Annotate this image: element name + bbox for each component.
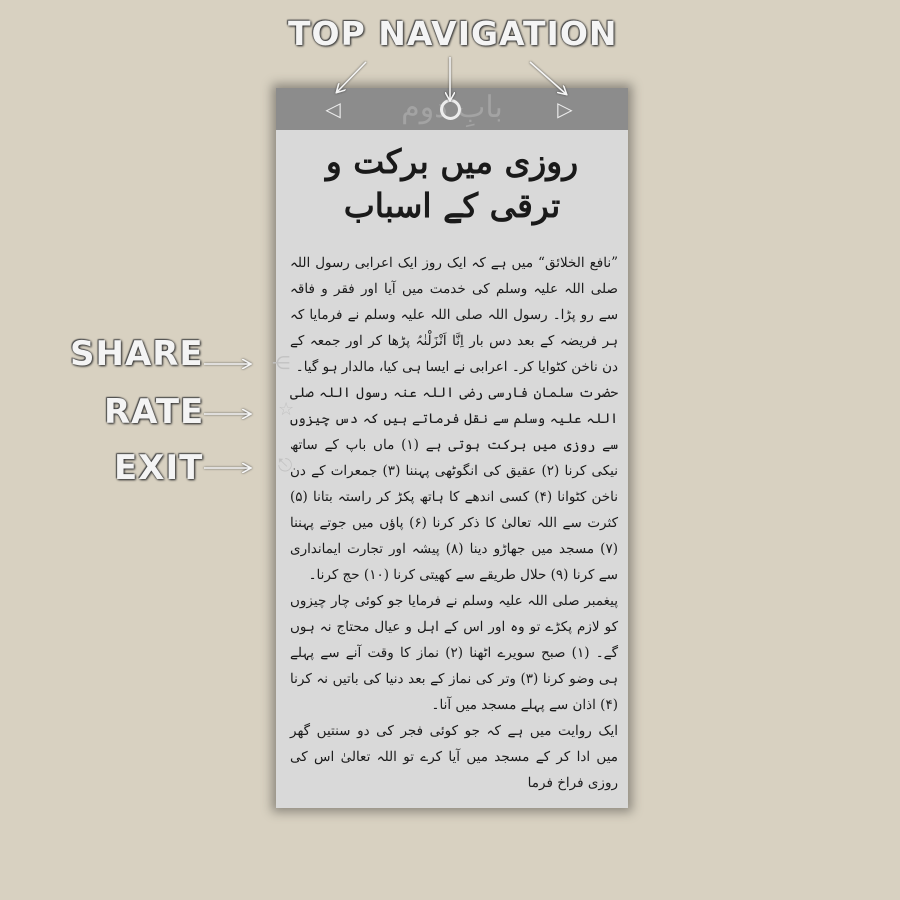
arrow-to-previous [337,62,366,92]
paragraph: حضرت سلمان فارسی رضی اللہ عنہ رسول اللہ صلی اللہ علیہ وسلم سے نقل فرماتے ہیں کہ دس چیزوں سے روزی میں برکت ہوتی ہے (۱) ماں باپ کے ساتھ نیکی کرنا (۲) عقیق کی انگوٹھی پہننا (۳) جمعرات کے دن ناخن کٹوانا (۴) کسی اندھے کا ہاتھ پکڑ کر راستہ بتانا (۵) کثرت سے اللہ تعالیٰ کا ذکر کرنا (۶) پاؤں میں جوتے پہننا (۷) مسجد میں جھاڑو دینا (۸) پیشہ اور تجارت ایمانداری سے کرنا (۹) حلال طریقے سے کھیتی کرنا (۱۰) حج کرنا۔ [290,385,619,583]
exit-callout: EXIT [114,448,204,488]
rate-callout: RATE [104,392,205,432]
page-title: روزی میں برکت و ترقی کے اسباب [325,142,579,225]
chapter-label: بابِ دوم [401,90,503,125]
triangle-left-icon: ◁ [325,97,341,121]
paragraph: ”نافع الخلائق“ میں ہے کہ ایک روز ایک اعرابی رسول اللہ صلی اللہ علیہ وسلم کی خدمت میں آیا اور فقر و فاقہ سے رو پڑا۔ رسول اللہ صلی اللہ علیہ وسلم نے فرمایا کہ ہر فریضہ کے بعد دس بار اِنَّا اَنْزَلْنٰہُ پڑھا کر اور جمعہ کے دن ناخن کٹوایا کر۔ اعرابی نے ایسا ہی کیا، مالدار ہو گیا۔ [290,255,618,375]
arrow-to-next [530,62,566,94]
share-callout: SHARE [70,334,204,374]
top-navigation-callout: TOP NAVIGATION [288,14,618,53]
exit-icon[interactable]: ⎋ [278,455,293,476]
share-icon[interactable]: ⋲ [272,353,290,374]
paragraph: پیغمبر صلی اللہ علیہ وسلم نے فرمایا جو کوئی چار چیزوں کو لازم پکڑے تو وہ اور اس کے اہل و عیال محتاج نہ ہوں گے۔ (۱) صبح سویرے اٹھنا (۲) نماز کا وقت آنے سے پہلے ہی وضو کرنا (۳) وتر کی نماز کے بعد دنیا کی باتیں نہ کرنا (۴) اذان سے پہلے مسجد میں آنا۔ [290,593,618,713]
paragraph: ایک روایت میں ہے کہ جو کوئی فجر کی دو سنتیں گھر میں ادا کر کے مسجد میں آیا کرے تو اللہ تعالیٰ اس کی روزی فراخ فرما [290,723,618,791]
star-icon[interactable]: ☆ [278,399,295,420]
triangle-right-icon: ▷ [557,97,573,121]
